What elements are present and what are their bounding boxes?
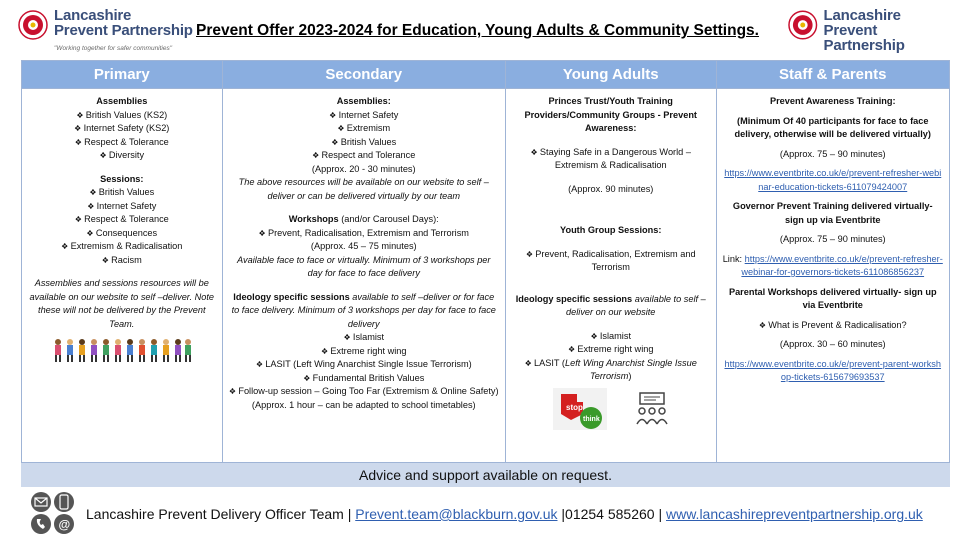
list-item	[512, 357, 710, 384]
children-group-icon	[52, 337, 192, 363]
duration-text: (Approx. 30 – 60 minutes)	[779, 339, 886, 349]
duration-text: (Approx. 90 minutes)	[568, 183, 654, 194]
list-item: ❖ Islamist	[229, 331, 499, 345]
contact-line	[86, 506, 923, 522]
lasit-suffix: )	[628, 371, 632, 381]
logo-line2: Prevent Partnership	[823, 22, 905, 54]
list-item: ❖ Prevent, Radicalisation, Extremism and Terrorism	[229, 227, 499, 241]
young-adults-ideology-note: available to self –deliver on our website	[566, 293, 706, 317]
governor-eventbrite-link[interactable]: https://www.eventbrite.co.uk/e/prevent-refresher-webinar-for-governors-tickets-611086856237	[741, 253, 943, 277]
list-item: ❖ Racism	[28, 254, 216, 268]
column-header-young-adults: Young Adults	[506, 61, 716, 89]
list-item: ❖ Extreme right wing	[229, 345, 499, 359]
list-item: ❖ What is Prevent & Radicalisation?	[723, 319, 944, 333]
secondary-ideology-title: Ideology specific sessions	[233, 291, 350, 302]
list-item: ❖ Extremism	[229, 122, 499, 136]
mobile-icon	[54, 492, 74, 512]
list-item: ❖ Internet Safety (KS2)	[28, 122, 216, 136]
awareness-note: (Minimum Of 40 participants for face to face delivery, otherwise will be delivered virtually)	[734, 115, 931, 139]
list-item: ❖ Respect and Tolerance	[229, 149, 499, 163]
column-header-secondary: Secondary	[223, 61, 505, 89]
secondary-workshops-note: Available face to face or virtually. Minimum of 3 workshops per day for face to face delivery	[237, 254, 491, 278]
duration-text: (Approx. 20 - 30 minutes)	[311, 163, 416, 174]
website-link[interactable]: www.lancashirepreventpartnership.org.uk	[666, 506, 923, 522]
youth-sessions-title: Youth Group Sessions:	[560, 225, 662, 235]
lasit-prefix: LASIT (	[534, 357, 565, 368]
young-adults-ideology-heading	[512, 293, 710, 320]
list-item: ❖ LASIT (Left Wing Anarchist Single Issue Terrorism)	[229, 358, 499, 372]
list-item: ❖ British Values	[28, 186, 216, 200]
stop-think-icon	[553, 388, 607, 430]
list-item: ❖ Follow-up session – Going Too Far (Extremism & Online Safety)	[229, 385, 499, 399]
secondary-ideology-heading	[229, 291, 499, 332]
logo-line2: Prevent Partnership	[54, 22, 193, 39]
young-adults-images	[512, 388, 710, 430]
primary-note: Assemblies and sessions resources will be available on our website to self –deliver. Note these will not be delivered by the Prevent Team.	[29, 278, 215, 329]
awareness-title: Prevent Awareness Training:	[769, 96, 896, 106]
young-adults-ideology-title: Ideology specific sessions	[515, 293, 633, 304]
list-item: ❖ Internet Safety	[28, 200, 216, 214]
list-item: ❖ British Values (KS2)	[28, 109, 216, 123]
lasit-text: Left Wing Anarchist Single Issue Terrorism	[565, 357, 697, 381]
list-item: ❖ Staying Safe in a Dangerous World – Extremism & Radicalisation	[512, 146, 710, 173]
offer-table	[21, 60, 950, 463]
duration-text: (Approx. 75 – 90 minutes)	[779, 148, 886, 159]
think-label: think	[582, 415, 600, 423]
column-header-primary: Primary	[22, 61, 222, 89]
column-primary	[22, 61, 223, 462]
secondary-workshops-title: Workshops	[288, 214, 339, 224]
list-item: ❖ Respect & Tolerance	[28, 136, 216, 150]
parental-eventbrite-link[interactable]: https://www.eventbrite.co.uk/e/prevent-parent-workshop-tickets-615679693537	[724, 358, 942, 382]
children-illustration	[28, 337, 216, 363]
list-item: ❖ Prevent, Radicalisation, Extremism and Terrorism	[512, 248, 710, 275]
awareness-eventbrite-link[interactable]: https://www.eventbrite.co.uk/e/prevent-refresher-webinar-education-tickets-611079424007	[724, 168, 942, 192]
stop-label: stop	[565, 402, 583, 412]
contact-icons	[30, 491, 76, 535]
list-item: ❖ British Values	[229, 136, 499, 150]
column-staff-parents	[717, 61, 950, 462]
list-item: ❖ Extremism & Radicalisation	[28, 240, 216, 254]
duration-text: (Approx. 1 hour – can be adapted to school timetables)	[251, 399, 476, 410]
list-item: ❖ Respect & Tolerance	[28, 213, 216, 227]
primary-sessions-title: Sessions:	[100, 173, 144, 184]
secondary-assemblies-note: The above resources will be available on our website to self –deliver or can be delivered virtually by our team	[238, 177, 489, 201]
team-label: Lancashire Prevent Delivery Officer Team |	[86, 506, 356, 522]
young-adults-intro: Princes Trust/Youth Training Providers/Community Groups - Prevent Awareness:	[524, 96, 697, 133]
primary-assemblies-title: Assemblies	[96, 96, 148, 106]
list-item: ❖ Consequences	[28, 227, 216, 241]
logo-left	[18, 8, 193, 56]
list-item: ❖ Internet Safety	[229, 109, 499, 123]
list-item: ❖ Diversity	[28, 149, 216, 163]
email-link[interactable]: Prevent.team@blackburn.gov.uk	[355, 506, 558, 522]
column-young-adults	[506, 61, 717, 462]
logo-line1: Lancashire	[54, 7, 132, 24]
envelope-icon	[31, 492, 51, 512]
list-item: ❖ Fundamental British Values	[229, 372, 499, 386]
list-item: ❖ Islamist	[512, 330, 710, 344]
at-sign-icon	[54, 514, 74, 534]
phone-text: |01254 585260 |	[557, 506, 666, 522]
secondary-workshops-heading	[229, 213, 499, 227]
advice-banner: Advice and support available on request.	[21, 463, 950, 487]
red-rose-icon	[788, 10, 818, 40]
phone-icon	[31, 514, 51, 534]
governor-link-label: Link:	[722, 253, 745, 264]
governor-title: Governor Prevent Training delivered virtually- sign up via Eventbrite	[732, 201, 933, 225]
logo-tagline: "Working together for safer communities"	[54, 45, 173, 52]
logo-line1: Lancashire	[823, 7, 901, 24]
secondary-workshops-suffix: (and/or Carousel Days):	[338, 214, 439, 224]
group-presentation-icon	[635, 392, 669, 426]
page-title: Prevent Offer 2023-2024 for Education, Young Adults & Community Settings.	[196, 22, 759, 39]
column-secondary	[223, 61, 506, 462]
list-item: ❖ Extreme right wing	[512, 343, 710, 357]
duration-text: (Approx. 75 – 90 minutes)	[779, 234, 886, 244]
svg-text:@: @	[58, 517, 71, 532]
parental-title: Parental Workshops delivered virtually- sign up via Eventbrite	[728, 286, 937, 310]
duration-text: (Approx. 45 – 75 minutes)	[310, 241, 417, 251]
column-header-staff-parents: Staff & Parents	[717, 61, 950, 89]
secondary-assemblies-title: Assemblies:	[336, 96, 391, 106]
secondary-ideology-note: available to self –deliver or for face to face delivery. Minimum of 3 workshops per day for face to face delivery	[231, 291, 496, 329]
red-rose-icon	[18, 10, 48, 40]
